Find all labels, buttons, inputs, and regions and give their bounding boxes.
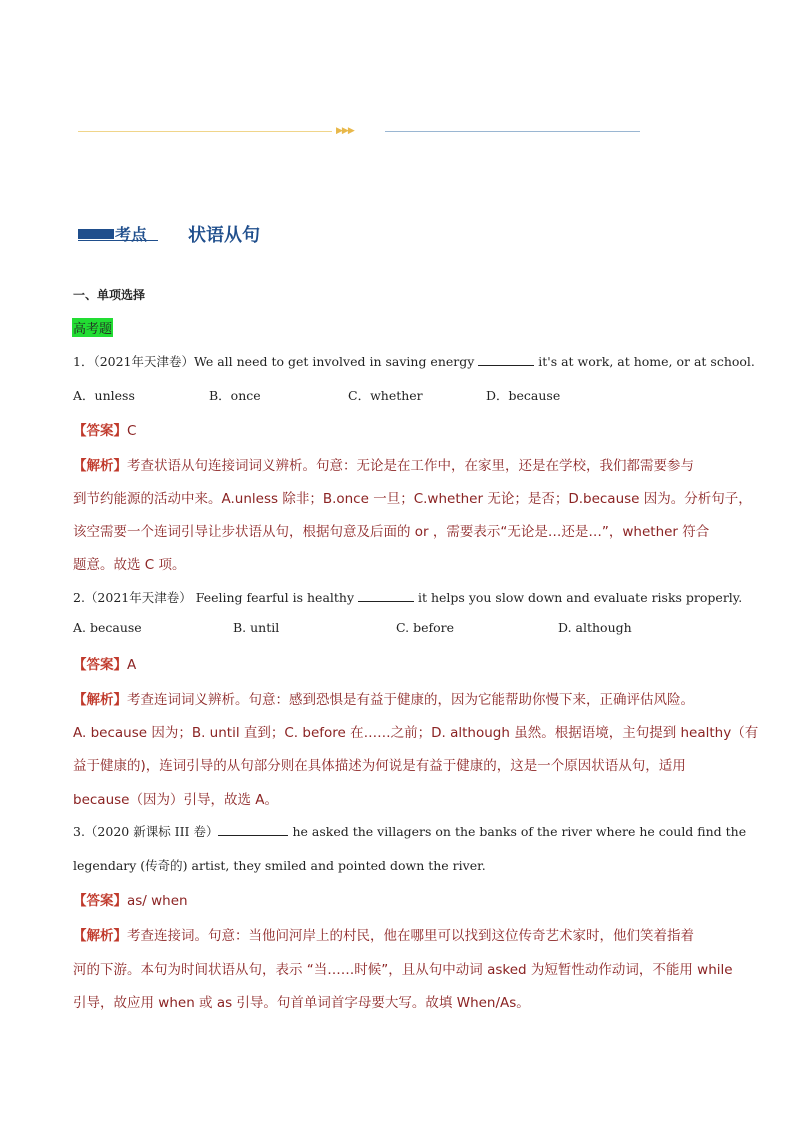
q1-analysis-line-4: 题意。故选 C 项。 xyxy=(73,557,186,573)
q1-option-a: A．unless xyxy=(73,388,135,403)
q3-stem-part-a: 3.（2020 新课标 III 卷） xyxy=(73,824,219,839)
q1-stem-part-b: it's at work, at home, or at school. xyxy=(534,354,755,369)
q2-analysis-text: 考查连词词义辨析。句意：感到恐惧是有益于健康的，因为它能帮助你慢下来，正确评估风险。 xyxy=(127,692,694,708)
question-1-stem xyxy=(73,352,755,370)
q3-analysis-line-1 xyxy=(73,924,694,944)
q2-option-d: D. although xyxy=(558,620,632,635)
highlight-label: 高考题 xyxy=(72,318,113,337)
q3-analysis-line-3: 引导，故应用 when 或 as 引导。句首单词首字母要大写。故填 When/As。 xyxy=(73,995,530,1011)
section-heading xyxy=(78,222,378,248)
q2-answer xyxy=(73,653,136,673)
q1-answer xyxy=(73,419,136,439)
decor-line-right xyxy=(385,131,640,132)
q3-analysis-line-2: 河的下游。本句为时间状语从句，表示 “当……时候”，且从句中动词 asked 为短暂性动作动词，不能用 while xyxy=(73,962,733,978)
q2-option-c: C. before xyxy=(396,620,454,635)
q2-option-b: B. until xyxy=(233,620,280,635)
q2-answer-value: A xyxy=(127,657,137,673)
q3-analysis-tag: 【解析】 xyxy=(73,928,127,944)
part-title: 一、单项选择 xyxy=(73,288,146,302)
q1-stem-part-a: 1．（2021年天津卷）We all need to get involved in saving energy xyxy=(73,354,479,369)
q3-answer-value: as/ when xyxy=(127,893,188,909)
q1-option-c: C．whether xyxy=(348,388,423,403)
q2-stem-part-a: 2.（2021年天津卷） Feeling fearful is healthy xyxy=(73,590,359,605)
q3-analysis-text: 考查连接词。句意：当他问河岸上的村民，他在哪里可以找到这位传奇艺术家时，他们笑着指着 xyxy=(127,928,694,944)
q2-analysis-tag: 【解析】 xyxy=(73,692,127,708)
decor-line-left xyxy=(78,131,332,132)
question-3-stem-line-1 xyxy=(73,822,746,840)
header-decoration xyxy=(78,126,640,138)
q3-answer xyxy=(73,889,188,909)
q2-option-a: A. because xyxy=(73,620,142,635)
q3-blank[interactable] xyxy=(218,823,288,836)
q2-blank[interactable] xyxy=(358,589,414,602)
q1-analysis-text: 考查状语从句连接词词义辨析。句意：无论是在工作中，在家里，还是在学校，我们都需要参与 xyxy=(127,458,694,474)
section-tag: 考点 xyxy=(115,225,148,244)
triple-arrow-icon: ▶▶▶ xyxy=(336,126,354,136)
q2-answer-tag: 【答案】 xyxy=(73,657,127,673)
q1-analysis-line-1 xyxy=(73,454,694,474)
q1-option-b: B．once xyxy=(209,388,261,403)
q1-analysis-tag: 【解析】 xyxy=(73,458,127,474)
q2-analysis-line-3: 益于健康的)，连词引导的从句部分则在具体描述为何说是有益于健康的，这是一个原因状语从句，适用 xyxy=(73,758,686,774)
q2-analysis-line-4: because（因为）引导，故选 A。 xyxy=(73,792,278,808)
q1-blank[interactable] xyxy=(478,353,534,366)
q3-answer-tag: 【答案】 xyxy=(73,893,127,909)
q1-answer-value: C xyxy=(127,423,137,439)
q2-analysis-line-1 xyxy=(73,688,694,708)
q2-analysis-line-2: A. because 因为；B. until 直到；C. before 在……之前；D. although 虽然。根据语境，主句提到 healthy（有 xyxy=(73,725,759,741)
heading-bar-icon xyxy=(78,229,114,239)
q2-stem-part-b: it helps you slow down and evaluate risks properly. xyxy=(414,590,743,605)
question-2-stem xyxy=(73,588,742,606)
q1-analysis-line-3: 该空需要一个连词引导让步状语从句，根据句意及后面的 or ，需要表示“无论是…还是…”，whether 符合 xyxy=(73,524,710,540)
question-3-stem-line-2: legendary (传奇的) artist, they smiled and pointed down the river. xyxy=(73,858,486,873)
q1-analysis-line-2: 到节约能源的活动中来。A.unless 除非；B.once 一旦；C.whether 无论；是否；D.because 因为。分析句子， xyxy=(73,491,752,507)
q1-option-d: D．because xyxy=(486,388,561,403)
q1-answer-tag: 【答案】 xyxy=(73,423,127,439)
section-title: 状语从句 xyxy=(188,225,260,246)
q3-stem-part-b: he asked the villagers on the banks of the river where he could find the xyxy=(288,824,747,839)
